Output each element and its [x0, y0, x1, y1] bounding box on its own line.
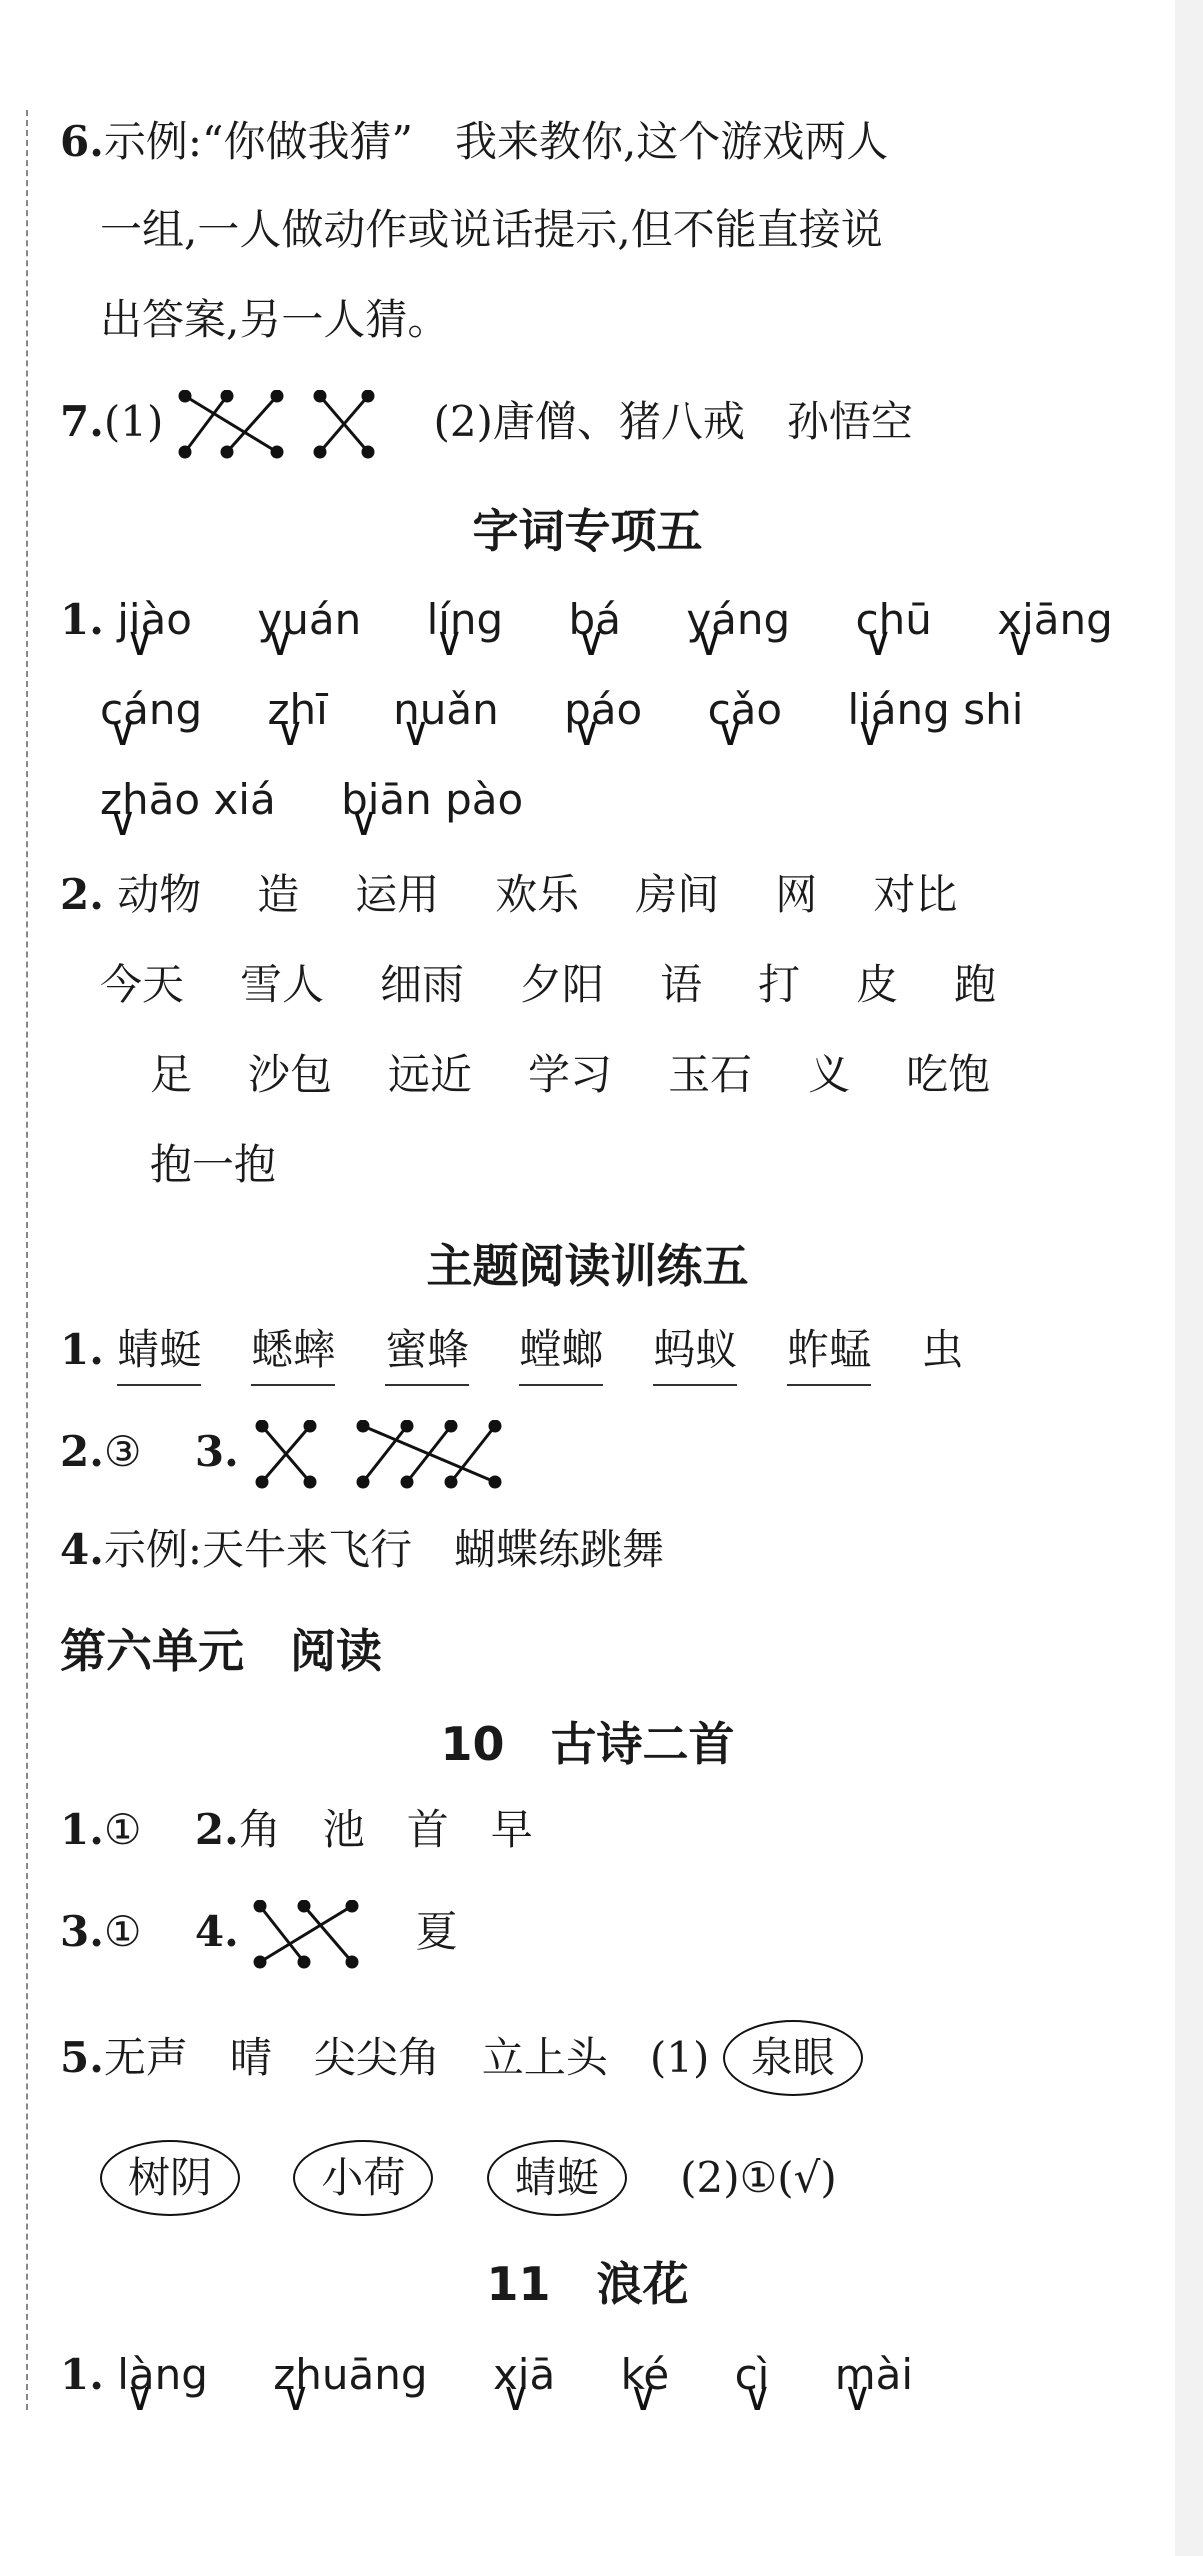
- q6-number: 6.: [60, 117, 104, 166]
- pinyin: bá ∨: [569, 590, 621, 650]
- pinyin: cì ∨: [735, 2345, 770, 2405]
- s2q23-line: 2.③ 3.: [60, 1420, 505, 1490]
- lesson-11-title: 11 浪花: [486, 2257, 689, 2311]
- pinyin: chū ∨: [856, 590, 932, 650]
- s1q2-row1: 2. 动物 造 运用 欢乐 房间 网 对比: [60, 870, 958, 919]
- s1q2-row3: 足 沙包 远近 学习 玉石 义 吃饱: [150, 1050, 991, 1099]
- lesson-10-title: 10 古诗二首: [440, 1717, 735, 1771]
- q6-line2: 一组,一人做动作或说话提示,但不能直接说: [100, 205, 883, 254]
- pinyin: làng ∨: [117, 2345, 208, 2405]
- pinyin: xiāng ∨: [997, 590, 1113, 650]
- matching-lines-icon: [252, 1420, 322, 1490]
- circled-answer: 小荷: [293, 2140, 433, 2216]
- l11q1-line: 1. làng ∨ zhuāng ∨ xiā ∨ ké ∨ cì ∨ mài ∨: [60, 2345, 965, 2405]
- section-title-ciyu: 字词专项五: [472, 504, 703, 558]
- pinyin: mài ∨: [835, 2345, 913, 2405]
- s2q1-line: 1. 蜻蜓 蟋蟀 蜜蜂 螳螂 蚂蚁 蚱蜢 虫: [60, 1320, 963, 1386]
- pinyin: zhuāng ∨: [273, 2345, 427, 2405]
- matching-lines-icon: [310, 390, 380, 460]
- s1q2-row4: 抱一抱: [150, 1140, 277, 1189]
- pinyin: biān pào ∨: [341, 770, 523, 830]
- s1q1-row1: 1. jiào ∨ yuán ∨ líng ∨ bá ∨ yáng ∨ chū ∨ xiāng ∨: [60, 590, 1165, 650]
- s1q1-row3: [100, 770, 575, 830]
- s2q4-line: 4.示例:天牛来飞行 蝴蝶练跳舞: [60, 1525, 665, 1574]
- circled-answer: 蜻蜓: [487, 2140, 627, 2216]
- pinyin: líng ∨: [427, 590, 504, 650]
- pinyin: jiào ∨: [117, 590, 192, 650]
- l10q34-line: 3.① 4. 夏: [60, 1900, 457, 1970]
- q7-line: 7.(1) (2)唐僧、猪八戒 孙悟空: [60, 390, 913, 460]
- pinyin: páo ∨: [564, 680, 642, 740]
- pinyin: nuǎn ∨: [393, 680, 499, 740]
- l10q5-line1: 5.无声 晴 尖尖角 立上头 (1) 泉眼: [60, 2020, 903, 2096]
- q6-line1: 6.示例:“你做我猜” 我来教你,这个游戏两人: [60, 117, 889, 166]
- q6-line3: 出答案,另一人猜。: [100, 295, 450, 344]
- matching-lines-icon: [355, 1420, 505, 1490]
- pinyin: ké ∨: [621, 2345, 670, 2405]
- circled-answer: 树阴: [100, 2140, 240, 2216]
- l10q5-line2: 树阴 小荷 蜻蜓 (2)①(√): [100, 2140, 837, 2216]
- pinyin: cǎo ∨: [708, 680, 783, 740]
- circled-answer: 泉眼: [723, 2020, 863, 2096]
- pinyin: yuán ∨: [257, 590, 361, 650]
- pinyin: cáng ∨: [100, 680, 202, 740]
- pinyin: yáng ∨: [686, 590, 790, 650]
- pinyin: xiā ∨: [493, 2345, 555, 2405]
- pinyin: liáng shi ∨: [847, 680, 1023, 740]
- pinyin: zhāo xiá ∨: [100, 770, 276, 830]
- s1q2-row2: 今天 雪人 细雨 夕阳 语 打 皮 跑: [100, 960, 997, 1009]
- l10q12-line: 1.① 2.角 池 首 早: [60, 1805, 533, 1854]
- unit-title: 第六单元 阅读: [60, 1624, 382, 1678]
- section-title-reading: 主题阅读训练五: [426, 1239, 749, 1293]
- matching-lines-icon: [252, 1900, 362, 1970]
- pinyin: zhī ∨: [267, 680, 327, 740]
- matching-lines-icon: [177, 390, 297, 460]
- s1q1-row2: [100, 680, 1075, 740]
